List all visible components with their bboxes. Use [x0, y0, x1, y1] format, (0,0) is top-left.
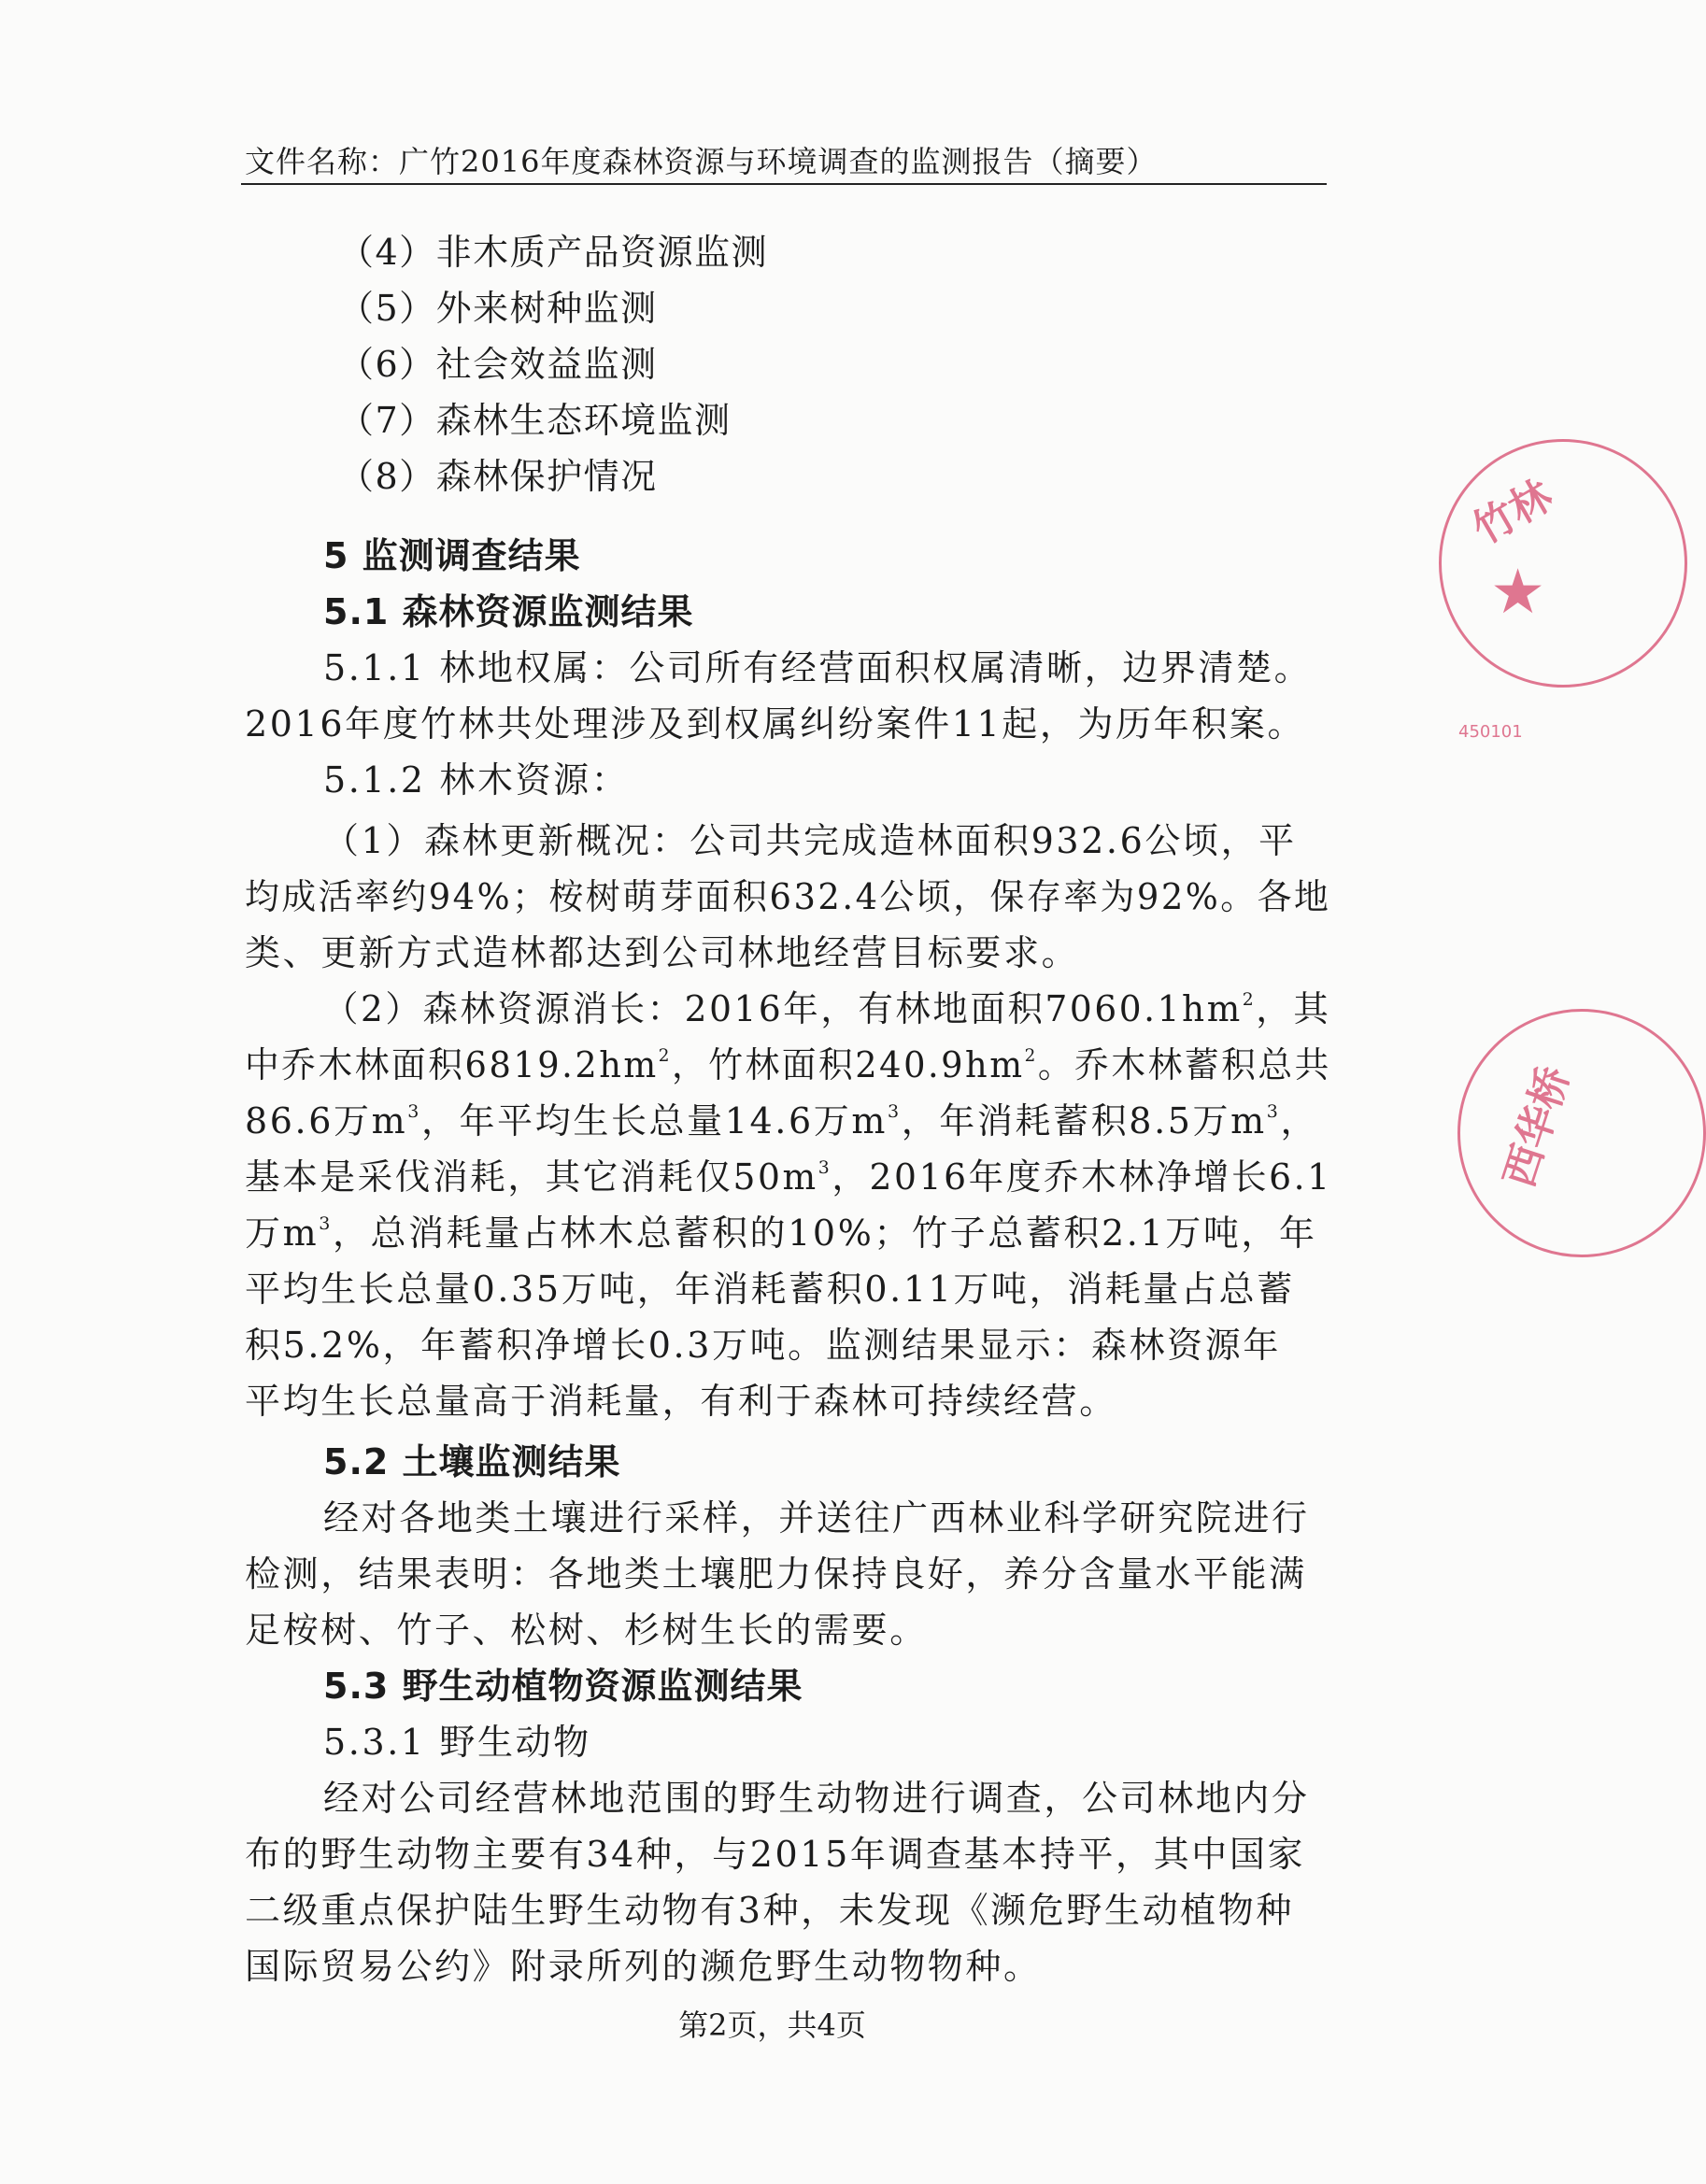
- section-heading: 5.2 土壤监测结果: [323, 1441, 621, 1482]
- text-line: （5）外来树种监测: [338, 288, 658, 329]
- text-line: 中乔木林面积$6819.2hm^2$，竹林面积$240.9hm^2$。乔木林蓄积总共: [245, 1044, 1331, 1085]
- text-line: 国际贸易公约》附录所列的濒危野生动物物种。: [245, 1946, 1042, 1987]
- text-line: 86.6万$m^3$，年平均生长总量14.6万$m^3$，年消耗蓄积8.5万$m^3$，: [245, 1100, 1319, 1142]
- text-line: 平均生长总量0.35万吨，年消耗蓄积0.11万吨，消耗量占总蓄: [245, 1269, 1295, 1310]
- header-divider: [241, 183, 1327, 185]
- text-line: 2016年度竹林共处理涉及到权属纠纷案件11起，为历年积案。: [245, 703, 1306, 745]
- seal-number: 450101: [1458, 722, 1523, 742]
- text-line: 经对公司经营林地范围的野生动物进行调查，公司林地内分: [323, 1778, 1310, 1819]
- document-header: 文件名称：广竹2016年度森林资源与环境调查的监测报告（摘要）: [245, 144, 1158, 179]
- text-line: （1）森林更新概况：公司共完成造林面积932.6公顷，平: [323, 820, 1297, 861]
- text-line: 5.1.1 林地权属：公司所有经营面积权属清晰，边界清楚。: [323, 647, 1313, 688]
- star-icon: ★: [1490, 556, 1546, 628]
- text-line: 布的野生动物主要有34种，与2015年调查基本持平，其中国家: [245, 1834, 1306, 1875]
- text-line: （7）森林生态环境监测: [338, 400, 732, 441]
- text-line: 5.1.2 林木资源：: [323, 759, 630, 801]
- seal-text: 竹林: [1465, 471, 1561, 554]
- text-line: 经对各地类土壤进行采样，并送往广西林业科学研究院进行: [323, 1497, 1310, 1539]
- text-line: （2）森林资源消长：2016年，有林地面积$7060.1hm^2$，其: [323, 988, 1331, 1029]
- section-heading: 5 监测调查结果: [323, 535, 581, 576]
- seal-text-2: 西华桥: [1495, 1060, 1579, 1194]
- text-line: 二级重点保护陆生野生动物有3种，未发现《濒危野生动植物种: [245, 1890, 1294, 1931]
- text-line: 基本是采伐消耗，其它消耗仅$50m^3$，2016年度乔木林净增长6.1: [245, 1156, 1332, 1198]
- text-line: （6）社会效益监测: [338, 344, 658, 385]
- section-heading: 5.1 森林资源监测结果: [323, 591, 694, 632]
- text-line: 平均生长总量高于消耗量，有利于森林可持续经营。: [245, 1381, 1117, 1422]
- text-line: （8）森林保护情况: [338, 456, 658, 497]
- red-seal-stamp: [1439, 439, 1687, 742]
- page-number: 第2页，共4页: [678, 2007, 866, 2043]
- text-line: 均成活率约94%；桉树萌芽面积632.4公顷，保存率为92%。各地: [245, 876, 1331, 917]
- red-seal-stamp-2: [1457, 1009, 1706, 1257]
- text-line: 积5.2%，年蓄积净增长0.3万吨。监测结果显示：森林资源年: [245, 1325, 1281, 1366]
- text-line: 万$m^3$，总消耗量占林木总蓄积的10%；竹子总蓄积2.1万吨，年: [245, 1213, 1317, 1254]
- text-line: （4）非木质产品资源监测: [338, 232, 769, 273]
- text-line: 检测，结果表明：各地类土壤肥力保持良好，养分含量水平能满: [245, 1553, 1307, 1595]
- text-line: 类、更新方式造林都达到公司林地经营目标要求。: [245, 932, 1080, 973]
- text-line: 足桉树、竹子、松树、杉树生长的需要。: [245, 1610, 928, 1651]
- text-line: 5.3.1 野生动物: [323, 1722, 591, 1763]
- section-heading: 5.3 野生动植物资源监测结果: [323, 1666, 803, 1707]
